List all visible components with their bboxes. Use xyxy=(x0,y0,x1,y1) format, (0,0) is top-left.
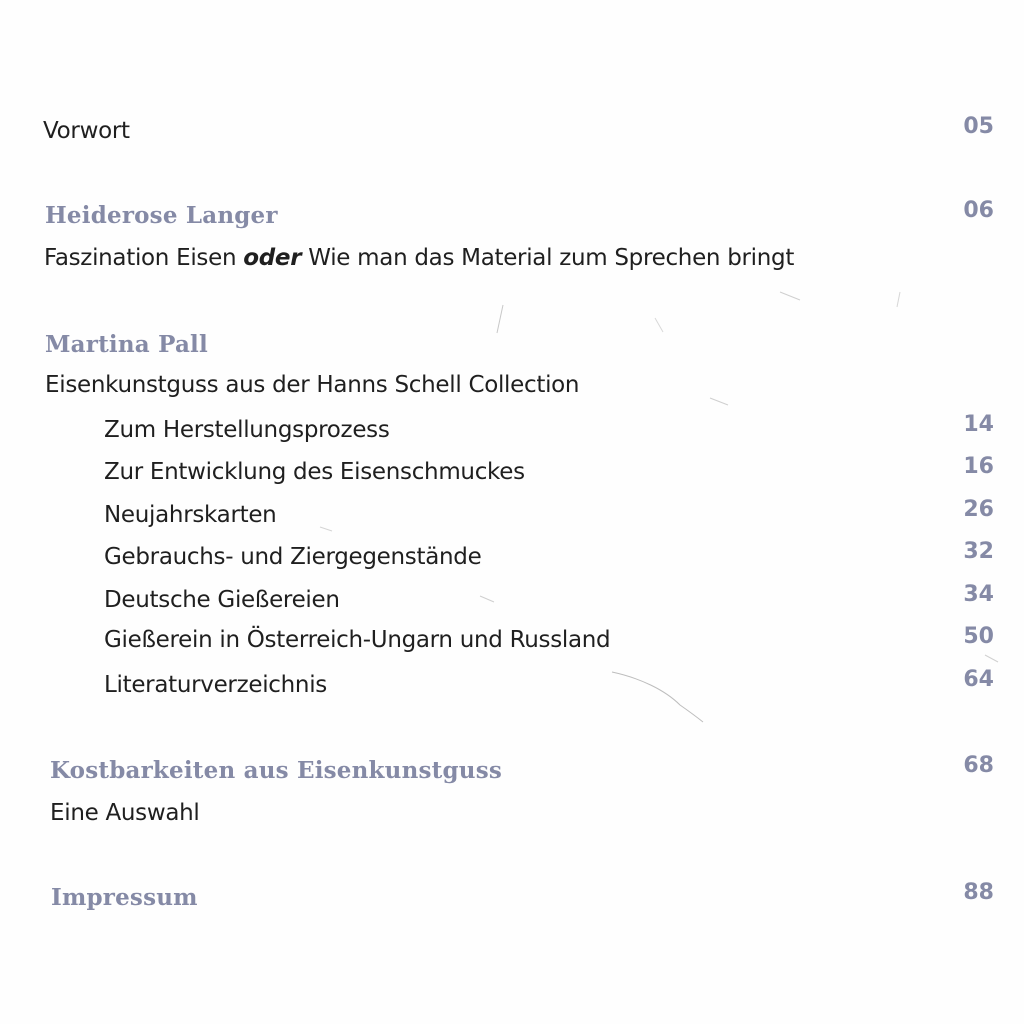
toc-entry-langer-title xyxy=(44,247,794,270)
toc-heading-impressum: Impressum xyxy=(51,884,198,911)
langer-title-part1: Faszination Eisen xyxy=(44,245,237,271)
toc-subentry-page: 16 xyxy=(963,454,994,479)
toc-author-langer: Heiderose Langer xyxy=(45,202,278,229)
toc-heading-impressum-page: 88 xyxy=(963,880,994,905)
langer-title-connector: oder xyxy=(243,245,302,271)
toc-subentry-page: 50 xyxy=(963,624,994,649)
toc-subentry-title: Zum Herstellungsprozess xyxy=(104,417,390,443)
toc-subentry-title: Gebrauchs- und Ziergegenstände xyxy=(104,544,482,570)
toc-subentry-page: 14 xyxy=(963,412,994,437)
toc-entry-vorwort-page: 05 xyxy=(963,114,994,139)
toc-heading-kostbarkeiten-page: 68 xyxy=(963,753,994,778)
toc-subentry-page: 32 xyxy=(963,539,994,564)
toc-entry-vorwort-title: Vorwort xyxy=(43,118,130,144)
toc-heading-kostbarkeiten: Kostbarkeiten aus Eisenkunstguss xyxy=(50,757,503,784)
toc-author-pall: Martina Pall xyxy=(45,331,208,358)
toc-subentry-title: Literaturverzeichnis xyxy=(104,672,327,698)
toc-author-langer-page: 06 xyxy=(963,198,994,223)
toc-subentry-title: Neujahrskarten xyxy=(104,502,277,528)
toc-subentry-title: Gießerein in Österreich-Ungarn und Russland xyxy=(104,627,611,653)
toc-subentry-page: 34 xyxy=(963,582,994,607)
toc-entry-pall-title: Eisenkunstguss aus der Hanns Schell Collection xyxy=(45,372,580,398)
toc-entry-kostbarkeiten-subtitle: Eine Auswahl xyxy=(50,800,200,826)
toc-subentry-title: Zur Entwicklung des Eisenschmuckes xyxy=(104,459,525,485)
toc-subentry-page: 64 xyxy=(963,667,994,692)
toc-subentry-page: 26 xyxy=(963,497,994,522)
langer-title-part2: Wie man das Material zum Sprechen bringt xyxy=(308,245,795,271)
toc-subentry-title: Deutsche Gießereien xyxy=(104,587,340,613)
